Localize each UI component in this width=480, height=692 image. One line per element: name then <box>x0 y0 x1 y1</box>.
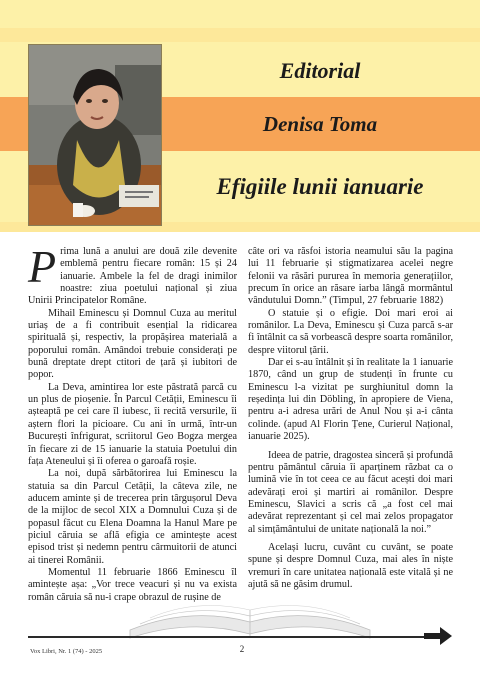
journal-issue: Vox Libri, Nr. 1 (74) - 2025 <box>30 648 103 655</box>
paragraph: Momentul 11 februarie 1866 Eminescu îl amintește așa: „Vor trece veacuri și nu va exista român căruia să nu-i crape obrazul de rușine de <box>28 566 237 603</box>
paragraph: câte ori va răsfoi istoria neamului său la pagina lui 11 februarie și stigmatizarea acelei negre felonii va răsări pururea în memoria generațiilor, precum în orice an răsare iarba lângă mormântul vândutului Domn.” (Timpul, 27 februarie 1882) <box>248 246 453 307</box>
footer-rule <box>28 636 426 638</box>
article-column-left <box>28 241 237 604</box>
paragraph: La Deva, amintirea lor este păstrată parcă cu un plus de pioșenie. În Parcul Cetății, Eminescu îi așteaptă pe cei care îl iubesc, îi recită versurile, îi aștern flori la picioare. Cu ani în urmă, într-un București înfrigurat, scriitorul Geo Bogza mergea în fiecare zi de 15 ianuarie la statuia Poetului din fața Ateneului și îi oferea o garoafă roșie. <box>28 381 237 467</box>
article-column-right <box>248 246 453 591</box>
paragraph: La noi, după sărbătorirea lui Eminescu la statuia sa din Parcul Cetății, la câteva zile, ne aducem aminte și de trecerea prin târgușorul Deva de la mijloc de secol XIX a Domnului Cuza și de popasul făcut cu Elena Doamna la Hanul Mare pe piciul căruia se află efigia ce amintește acest episod trist și nedemn pentru cârmuitorii de atunci ai tinerei Românii. <box>28 468 237 566</box>
author-photo <box>28 44 162 226</box>
paragraph: Același lucru, cuvânt cu cuvânt, se poate spune și despre Domnul Cuza, mai ales în niște vremuri în care unitatea națională este vitală și ne ajută să ne găsim drumul. <box>248 541 453 590</box>
header-banner <box>0 0 480 232</box>
author-name: Denisa Toma <box>262 112 378 136</box>
paragraph: Mihail Eminescu și Domnul Cuza au meritul uriaș de a fi contribuit esențial la ridicarea spirituală și, respectiv, la propășirea materială a poporului român. Amândoi trebuie considerați pe bună dreptate drept ctitori de țară și iubitori de popor. <box>28 307 237 381</box>
paragraph: Dar ei s-au întâlnit și în realitate la 1 ianuarie 1870, când un grup de studenți în frunte cu Eminescu l-a vizitat pe surghiunitul domn la reședința lui din Döbling, în apropiere de Viena, pentru a-i adresa urări de Anul Nou și a-i cânta colinde. (apud Al Florin Țene, Curierul Național, ianuarie 2025). <box>248 357 453 443</box>
paragraph: Ideea de patrie, dragostea sinceră și profundă pentru pământul căruia îi aparținem răzbat ca o lumină vie în tot ceea ce au făcut acești doi mari adevărați eroi și martiri ai românilor. Despre Eminescu, Slavici a scris că „a fost cel mai adevărat reprezentant și cel mai zelos propagator al simțământului de unitate națională la noi.” <box>248 449 453 535</box>
drop-cap: P <box>28 241 57 292</box>
arrow-right-icon <box>424 626 452 646</box>
paragraph: O statuie și o efigie. Doi mari eroi ai românilor. La Deva, Eminescu și Cuza parcă s-ar fi întâlnit ca să vorbească despre soarta românilor, despre viitorul țării. <box>248 307 453 356</box>
open-book-decoration <box>120 572 380 642</box>
section-label: Editorial <box>279 58 361 83</box>
page-number: 2 <box>239 644 245 654</box>
header-band-top <box>0 28 480 42</box>
paragraph: Prima lună a anului are două zile devenite emblemă pentru fiecare român: 15 și 24 ianuarie. Ambele la fel de dragi inimilor noastre: ziua poetului național și ziua Unirii Principatelor Române. <box>28 241 237 307</box>
article-title: Efigiile lunii ianuarie <box>216 174 424 199</box>
